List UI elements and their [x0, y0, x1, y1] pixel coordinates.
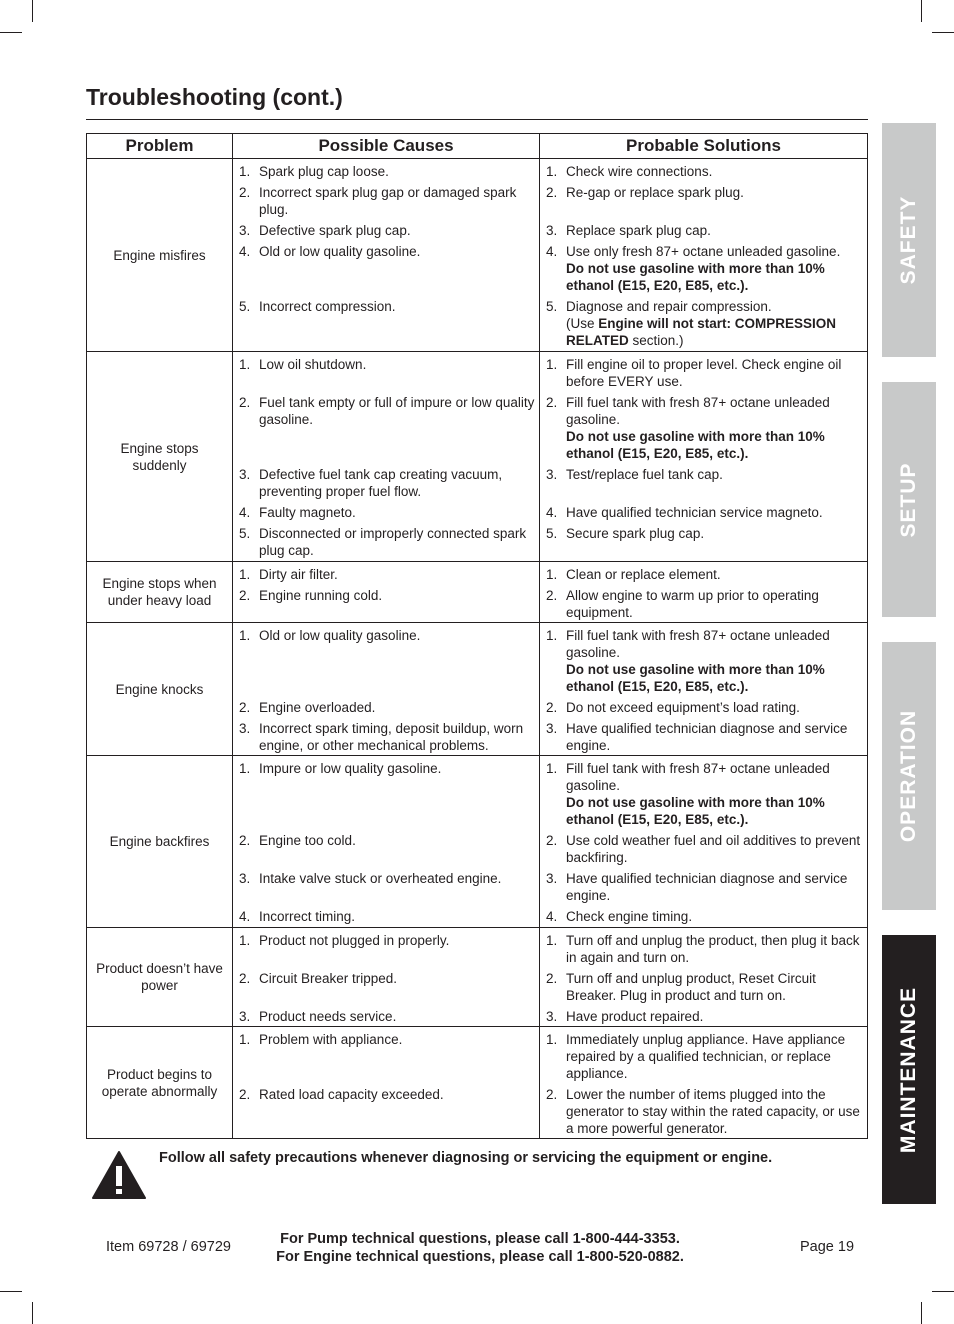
solution-text: Fill fuel tank with fresh 87+ octane unleaded gasoline. [566, 761, 830, 793]
item-number: 1. [239, 1032, 251, 1047]
solution-item [540, 699, 867, 716]
cause-item [233, 525, 539, 559]
section-reference [566, 315, 863, 349]
crop-mark [932, 32, 954, 33]
reference-suffix: section.) [628, 333, 684, 348]
cause-item [233, 699, 539, 716]
cause-text: Engine too cold. [259, 833, 356, 848]
item-number: 2. [546, 588, 558, 603]
solution-item [540, 587, 867, 621]
item-number: 1. [239, 567, 251, 582]
item-number: 2. [239, 1087, 251, 1102]
solution-text: Fill fuel tank with fresh 87+ octane unleaded gasoline. [566, 628, 830, 660]
item-number: 1. [239, 933, 251, 948]
solution-text: Use only fresh 87+ octane unleaded gasoline. [566, 244, 841, 259]
solution-text: Check engine timing. [566, 909, 693, 924]
cause-text: Product needs service. [259, 1009, 397, 1024]
cause-item [233, 970, 539, 1004]
causes-cell [233, 159, 540, 352]
solutions-cell [540, 352, 868, 562]
cause-item [233, 504, 539, 521]
cause-item [233, 243, 539, 294]
cause-item [233, 870, 539, 904]
page-title: Troubleshooting (cont.) [86, 84, 343, 110]
cause-item [233, 720, 539, 754]
solution-text: Have qualified technician diagnose and service engine. [566, 721, 848, 753]
item-number: 2. [546, 971, 558, 986]
solution-item [540, 1031, 867, 1082]
tab-safety[interactable] [882, 123, 936, 357]
crop-mark [932, 1291, 954, 1292]
solution-text: Lower the number of items plugged into the generator to stay within the rated capacity, or use a more powerful generator. [566, 1087, 860, 1136]
solution-item [540, 222, 867, 239]
cause-item [233, 298, 539, 349]
tab-setup[interactable] [882, 382, 936, 617]
item-number: Item 69728 / 69729 [106, 1239, 231, 1255]
item-number: 2. [546, 1087, 558, 1102]
troubleshooting-table [86, 133, 868, 1139]
solution-item [540, 356, 867, 390]
engine-support-line: For Engine technical questions, please call 1-800-520-0882. [276, 1249, 684, 1265]
cause-item [233, 760, 539, 828]
solution-item [540, 870, 867, 904]
cause-text: Defective fuel tank cap creating vacuum, preventing proper fuel flow. [259, 467, 503, 499]
table-row [87, 928, 868, 1027]
item-number: 4. [546, 505, 558, 520]
item-number: 4. [546, 244, 558, 259]
item-number: 2. [239, 185, 251, 200]
item-number: 1. [239, 357, 251, 372]
solution-item [540, 970, 867, 1004]
item-number: 1. [239, 628, 251, 643]
cause-item [233, 1008, 539, 1025]
solution-text: Test/replace fuel tank cap. [566, 467, 723, 482]
item-number: 1. [239, 761, 251, 776]
problem-cell: Engine stops suddenly [87, 352, 233, 562]
problem-cell: Engine misfires [87, 159, 233, 352]
causes-cell [233, 623, 540, 756]
solution-item [540, 832, 867, 866]
solution-item [540, 466, 867, 500]
cause-text: Old or low quality gasoline. [259, 628, 421, 643]
solution-text: Fill fuel tank with fresh 87+ octane unleaded gasoline. [566, 395, 830, 427]
header-problem: Problem [87, 134, 233, 159]
item-number: 3. [546, 223, 558, 238]
solutions-cell [540, 756, 868, 928]
item-number: 3. [239, 1009, 251, 1024]
cause-text: Faulty magneto. [259, 505, 356, 520]
solution-text: Have qualified technician service magneto. [566, 505, 823, 520]
solution-item [540, 908, 867, 925]
problem-cell: Engine backfires [87, 756, 233, 928]
solution-text: Use cold weather fuel and oil additives to prevent backfiring. [566, 833, 861, 865]
problem-cell: Product doesn’t have power [87, 928, 233, 1027]
solution-text: Do not exceed equipment’s load rating. [566, 700, 800, 715]
item-number: 1. [546, 1032, 558, 1047]
solutions-cell [540, 159, 868, 352]
cause-item [233, 908, 539, 925]
table-row [87, 756, 868, 928]
causes-cell [233, 756, 540, 928]
crop-mark [921, 0, 922, 22]
solution-item [540, 525, 867, 559]
cause-text: Spark plug cap loose. [259, 164, 389, 179]
solution-item [540, 163, 867, 180]
causes-cell [233, 928, 540, 1027]
cause-item [233, 163, 539, 180]
item-number: 1. [546, 567, 558, 582]
cause-text: Engine running cold. [259, 588, 383, 603]
solutions-cell [540, 562, 868, 623]
item-number: 3. [546, 871, 558, 886]
item-number: 2. [546, 185, 558, 200]
pump-support-line: For Pump technical questions, please call 1-800-444-3353. [280, 1231, 680, 1247]
cause-item [233, 832, 539, 866]
problem-cell: Engine knocks [87, 623, 233, 756]
cause-text: Dirty air filter. [259, 567, 338, 582]
solutions-cell [540, 623, 868, 756]
cause-text: Old or low quality gasoline. [259, 244, 421, 259]
safety-warning-text: Follow all safety precautions whenever diagnosing or servicing the equipment or engine. [159, 1150, 773, 1166]
item-number: 2. [239, 395, 251, 410]
tab-safety-label: SAFETY [897, 195, 920, 285]
cause-item [233, 184, 539, 218]
solution-item [540, 394, 867, 462]
cause-item [233, 932, 539, 966]
solution-item [540, 298, 867, 349]
cause-text: Impure or low quality gasoline. [259, 761, 442, 776]
tab-maintenance-label: MAINTENANCE [897, 986, 920, 1153]
solution-text: Have product repaired. [566, 1009, 704, 1024]
item-number: 4. [239, 244, 251, 259]
causes-cell [233, 352, 540, 562]
item-number: 3. [239, 467, 251, 482]
item-number: 2. [239, 971, 251, 986]
item-number: 3. [239, 721, 251, 736]
solution-item [540, 1008, 867, 1025]
cause-text: Fuel tank empty or full of impure or low quality gasoline. [259, 395, 535, 427]
cause-text: Circuit Breaker tripped. [259, 971, 398, 986]
crop-mark [0, 1291, 22, 1292]
item-number: 1. [546, 761, 558, 776]
causes-cell [233, 562, 540, 623]
support-contact [240, 1230, 720, 1266]
cause-text: Engine overloaded. [259, 700, 376, 715]
cause-text: Incorrect spark timing, deposit buildup, worn engine, or other mechanical problems. [259, 721, 524, 753]
solution-text: Diagnose and repair compression. [566, 299, 772, 314]
solution-text: Clean or replace element. [566, 567, 721, 582]
page-number: Page 19 [800, 1239, 855, 1255]
solution-text: Re-gap or replace spark plug. [566, 185, 744, 200]
cause-text: Rated load capacity exceeded. [259, 1087, 444, 1102]
causes-cell [233, 1027, 540, 1139]
cause-text: Disconnected or improperly connected spark plug cap. [259, 526, 527, 558]
title-rule [86, 119, 868, 120]
item-number: 2. [239, 833, 251, 848]
item-number: 2. [239, 588, 251, 603]
item-number: 3. [239, 223, 251, 238]
cause-item [233, 356, 539, 390]
item-number: 3. [546, 1009, 558, 1024]
item-number: 1. [546, 628, 558, 643]
cause-item [233, 566, 539, 583]
table-row [87, 562, 868, 623]
ethanol-warning: Do not use gasoline with more than 10% ethanol (E15, E20, E85, etc.). [566, 795, 825, 827]
solution-text: Turn off and unplug product, Reset Circuit Breaker. Plug in product and turn on. [566, 971, 816, 1003]
table-row [87, 623, 868, 756]
solution-item [540, 243, 867, 294]
item-number: 5. [239, 526, 251, 541]
cause-text: Defective spark plug cap. [259, 223, 411, 238]
tab-operation[interactable] [882, 642, 936, 910]
crop-mark [921, 1302, 922, 1324]
item-number: 1. [239, 164, 251, 179]
cause-item [233, 1086, 539, 1137]
item-number: 5. [546, 299, 558, 314]
cause-text: Product not plugged in properly. [259, 933, 450, 948]
crop-mark [32, 1302, 33, 1324]
item-number: 2. [239, 700, 251, 715]
item-number: 4. [546, 909, 558, 924]
solution-item [540, 1086, 867, 1137]
cause-text: Intake valve stuck or overheated engine. [259, 871, 502, 886]
header-solutions: Probable Solutions [540, 134, 868, 159]
item-number: 1. [546, 933, 558, 948]
cause-item [233, 222, 539, 239]
solutions-cell [540, 928, 868, 1027]
item-number: 4. [239, 505, 251, 520]
warning-triangle-icon [91, 1150, 147, 1200]
item-number: 2. [546, 700, 558, 715]
ethanol-warning: Do not use gasoline with more than 10% ethanol (E15, E20, E85, etc.). [566, 429, 825, 461]
reference-prefix: (Use [566, 316, 599, 331]
item-number: 3. [239, 871, 251, 886]
item-number: 5. [239, 299, 251, 314]
item-number: 5. [546, 526, 558, 541]
cause-item [233, 1031, 539, 1082]
problem-cell: Product begins to operate abnormally [87, 1027, 233, 1139]
solution-text: Immediately unplug appliance. Have appliance repaired by a qualified technician, or replace appliance. [566, 1032, 846, 1081]
tab-maintenance[interactable] [882, 935, 936, 1204]
table-row [87, 159, 868, 352]
solution-text: Fill engine oil to proper level. Check engine oil before EVERY use. [566, 357, 842, 389]
solution-item [540, 627, 867, 695]
solution-item [540, 566, 867, 583]
solution-text: Have qualified technician diagnose and service engine. [566, 871, 848, 903]
crop-mark [0, 32, 22, 33]
cause-item [233, 627, 539, 695]
tab-operation-label: OPERATION [897, 709, 920, 843]
reference-section-link: Engine will not start: COMPRESSION RELATED [566, 316, 837, 348]
cause-text: Low oil shutdown. [259, 357, 367, 372]
table-row [87, 352, 868, 562]
cause-item [233, 466, 539, 500]
solution-text: Turn off and unplug the product, then plug it back in again and turn on. [566, 933, 860, 965]
item-number: 3. [546, 467, 558, 482]
solution-item [540, 720, 867, 754]
item-number: 2. [546, 395, 558, 410]
solutions-cell [540, 1027, 868, 1139]
tab-setup-label: SETUP [897, 461, 920, 538]
item-number: 1. [546, 357, 558, 372]
solution-item [540, 760, 867, 828]
ethanol-warning: Do not use gasoline with more than 10% ethanol (E15, E20, E85, etc.). [566, 261, 825, 293]
item-number: 4. [239, 909, 251, 924]
solution-item [540, 184, 867, 218]
ethanol-warning: Do not use gasoline with more than 10% ethanol (E15, E20, E85, etc.). [566, 662, 825, 694]
crop-mark [32, 0, 33, 22]
solution-item [540, 932, 867, 966]
solution-text: Check wire connections. [566, 164, 713, 179]
problem-cell: Engine stops when under heavy load [87, 562, 233, 623]
table-row [87, 1027, 868, 1139]
solution-text: Allow engine to warm up prior to operating equipment. [566, 588, 819, 620]
cause-text: Incorrect timing. [259, 909, 356, 924]
cause-item [233, 587, 539, 621]
solution-text: Replace spark plug cap. [566, 223, 711, 238]
cause-text: Incorrect compression. [259, 299, 396, 314]
solution-text: Secure spark plug cap. [566, 526, 705, 541]
cause-text: Incorrect spark plug gap or damaged spark plug. [259, 185, 517, 217]
cause-item [233, 394, 539, 462]
table-header-row [87, 134, 868, 159]
header-causes: Possible Causes [233, 134, 540, 159]
item-number: 3. [546, 721, 558, 736]
cause-text: Problem with appliance. [259, 1032, 403, 1047]
item-number: 2. [546, 833, 558, 848]
item-number: 1. [546, 164, 558, 179]
solution-item [540, 504, 867, 521]
